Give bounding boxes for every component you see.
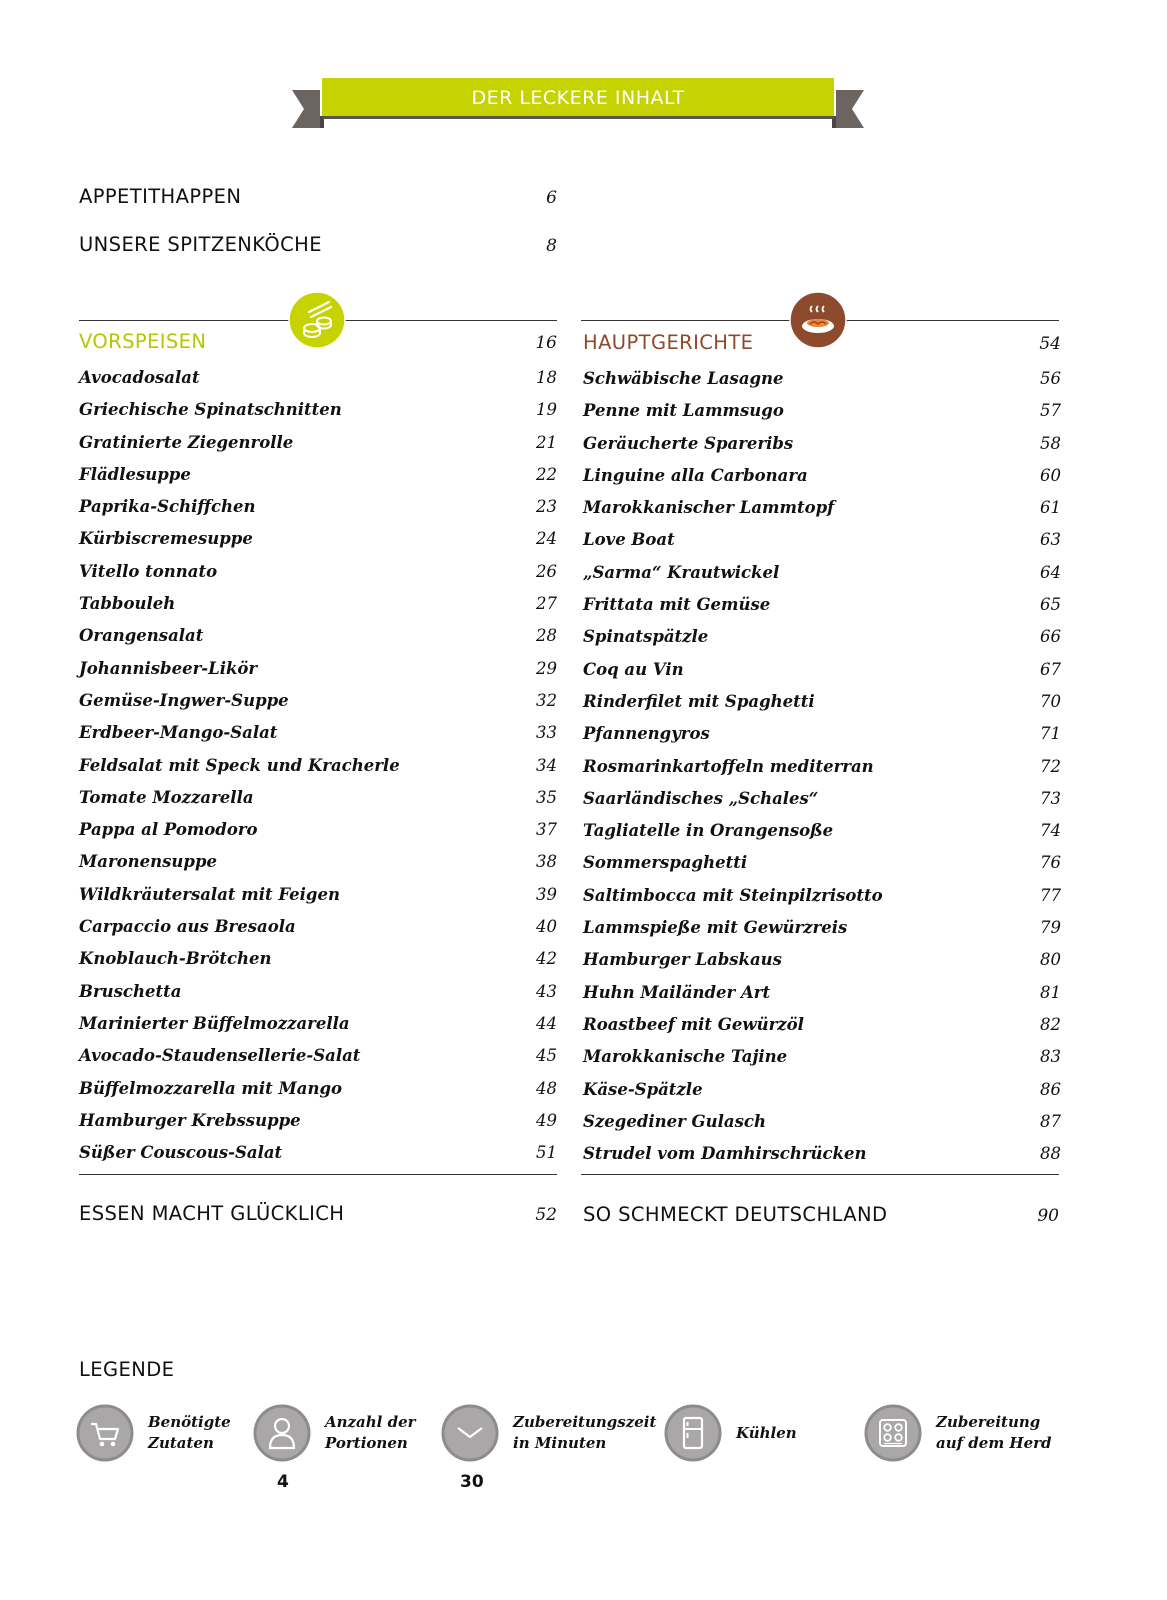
dish-name: Rinderfilet mit Spaghetti [583, 691, 815, 711]
toc-dish-entry[interactable] [583, 751, 1061, 783]
dish-name: Coq au Vin [583, 659, 684, 679]
dish-page: 61 [1040, 498, 1061, 518]
toc-dish-entry[interactable] [79, 782, 557, 814]
toc-dish-entry[interactable] [583, 524, 1061, 556]
toc-dish-entry[interactable] [583, 1009, 1061, 1041]
toc-dish-entry[interactable] [79, 1008, 557, 1040]
dish-page: 27 [536, 594, 557, 614]
dish-page: 45 [536, 1046, 557, 1066]
dish-page: 82 [1040, 1014, 1061, 1034]
dish-name: Saarländisches „Schales“ [583, 788, 819, 808]
dish-page: 19 [536, 400, 557, 420]
toc-dish-entry[interactable] [583, 621, 1061, 653]
legend-item-kuehlen [664, 1404, 797, 1462]
toc-dish-entry[interactable] [79, 814, 557, 846]
toc-dish-entry[interactable] [583, 428, 1061, 460]
dish-page: 42 [536, 949, 557, 969]
dish-name: Griechische Spinatschnitten [79, 400, 342, 420]
dish-page: 23 [536, 497, 557, 517]
toc-dish-entry[interactable] [79, 523, 557, 555]
toc-entry-appetithappen[interactable] [79, 185, 557, 208]
toc-entry-so-schmeckt-deutschland[interactable] [583, 1203, 1059, 1226]
legend-label: Benötigte Zutaten [148, 1413, 231, 1452]
dish-name: Carpaccio aus Bresaola [79, 917, 296, 937]
dish-page: 73 [1040, 788, 1061, 808]
dish-page: 22 [536, 464, 557, 484]
toc-dish-entry[interactable] [583, 912, 1061, 944]
toc-dish-entry[interactable] [79, 943, 557, 975]
dish-page: 29 [536, 658, 557, 678]
dish-name: Schwäbische Lasagne [583, 369, 784, 388]
legend-label: Kühlen [736, 1423, 797, 1442]
toc-dish-entry[interactable] [583, 1106, 1061, 1138]
dish-page: 67 [1040, 659, 1061, 679]
dish-page: 74 [1040, 821, 1061, 841]
toc-dish-entry[interactable] [583, 589, 1061, 621]
legend-label: Zubereitung auf dem Herd [936, 1413, 1052, 1452]
dish-name: Hamburger Krebssuppe [79, 1110, 301, 1130]
legend-value-zubereitungszeit: 30 [460, 1472, 484, 1492]
toc-dish-entry[interactable] [583, 395, 1061, 427]
section-vorspeisen [79, 330, 557, 1169]
dish-name: Tomate Mozzarella [79, 787, 254, 807]
dish-page: 26 [536, 561, 557, 581]
dish-name: Wildkräutersalat mit Feigen [79, 884, 340, 904]
dish-name: Saltimbocca mit Steinpilzrisotto [583, 885, 883, 905]
toc-entry-essen-macht-gluecklich[interactable] [79, 1202, 557, 1225]
section-hauptgerichte [583, 331, 1061, 1170]
dish-name: Paprika-Schiffchen [79, 497, 256, 517]
dish-page: 40 [536, 917, 557, 937]
toc-dish-entry[interactable] [583, 363, 1061, 395]
section-title: VORSPEISEN [79, 330, 207, 353]
toc-dish-entry[interactable] [583, 880, 1061, 912]
toc-dish-entry[interactable] [583, 1138, 1061, 1170]
stove-icon [864, 1404, 922, 1462]
toc-entry-label: ESSEN MACHT GLÜCKLICH [79, 1202, 345, 1225]
dish-name: Tagliatelle in Orangensoße [583, 821, 834, 841]
dish-page: 35 [536, 787, 557, 807]
dish-page: 80 [1040, 950, 1061, 970]
toc-dish-entry[interactable] [79, 653, 557, 685]
toc-dish-entry[interactable] [79, 717, 557, 749]
toc-dish-entry[interactable] [583, 1041, 1061, 1073]
dish-page: 33 [536, 723, 557, 743]
toc-entry-page: 6 [546, 188, 557, 208]
dish-name: Rosmarinkartoffeln mediterran [583, 756, 874, 776]
dish-name: Pappa al Pomodoro [79, 820, 258, 840]
divider [581, 1174, 1059, 1175]
dish-name: Hamburger Labskaus [583, 950, 782, 970]
dish-page: 56 [1040, 369, 1061, 388]
toc-dish-entry[interactable] [79, 911, 557, 943]
toc-dish-entry[interactable] [583, 944, 1061, 976]
toc-dish-entry[interactable] [583, 654, 1061, 686]
dish-name: Strudel vom Damhirschrücken [583, 1144, 867, 1164]
toc-entry-spitzenkoeche[interactable] [79, 233, 557, 256]
dish-page: 79 [1040, 918, 1061, 938]
dish-name: Knoblauch-Brötchen [79, 949, 272, 969]
toc-dish-entry[interactable] [79, 588, 557, 620]
toc-entry-page: 8 [546, 236, 557, 256]
dish-name: Süßer Couscous-Salat [79, 1143, 283, 1163]
dish-name: Frittata mit Gemüse [583, 595, 771, 615]
dish-page: 28 [536, 626, 557, 646]
dish-page: 65 [1040, 595, 1061, 615]
dish-list [583, 363, 1061, 1170]
section-page: 16 [535, 333, 557, 353]
title-banner [290, 78, 866, 134]
dish-name: Avocado-Staudensellerie-Salat [79, 1046, 361, 1066]
dish-name: Geräucherte Spareribs [583, 433, 794, 453]
dish-name: Linguine alla Carbonara [583, 465, 808, 485]
toc-dish-entry[interactable] [79, 879, 557, 911]
toc-dish-entry[interactable] [79, 1105, 557, 1137]
legend-value-portionen: 4 [277, 1472, 289, 1492]
legend-item-portionen [253, 1404, 416, 1462]
toc-dish-entry[interactable] [79, 362, 557, 394]
toc-dish-entry[interactable] [583, 557, 1061, 589]
legend-item-herd [864, 1404, 1052, 1462]
dish-name: Marokkanische Tajine [583, 1047, 788, 1067]
dish-name: Orangensalat [79, 626, 204, 646]
toc-dish-entry[interactable] [79, 1137, 557, 1169]
toc-dish-entry[interactable] [583, 847, 1061, 879]
toc-entry-label: UNSERE SPITZENKÖCHE [79, 233, 322, 256]
toc-dish-entry[interactable] [79, 620, 557, 652]
toc-dish-entry[interactable] [79, 491, 557, 523]
toc-dish-entry[interactable] [79, 556, 557, 588]
toc-dish-entry[interactable] [583, 977, 1061, 1009]
dish-page: 48 [536, 1078, 557, 1098]
dish-page: 60 [1040, 465, 1061, 485]
section-page: 54 [1039, 334, 1061, 354]
toc-dish-entry[interactable] [79, 427, 557, 459]
dish-page: 32 [536, 690, 557, 710]
dish-name: Tabbouleh [79, 594, 176, 614]
toc-dish-entry[interactable] [79, 976, 557, 1008]
toc-dish-entry[interactable] [79, 750, 557, 782]
dish-name: Bruschetta [79, 981, 182, 1001]
person-icon [253, 1404, 311, 1462]
dish-name: Erdbeer-Mango-Salat [79, 723, 278, 743]
dish-name: Roastbeef mit Gewürzöl [583, 1014, 804, 1034]
section-header[interactable] [583, 331, 1061, 363]
dish-name: Sommerspaghetti [583, 853, 748, 873]
toc-dish-entry[interactable] [79, 1073, 557, 1105]
banner-title: DER LECKERE INHALT [471, 87, 685, 109]
dish-name: Love Boat [583, 530, 675, 550]
dish-page: 37 [536, 820, 557, 840]
dish-page: 83 [1040, 1047, 1061, 1067]
toc-dish-entry[interactable] [583, 686, 1061, 718]
dish-name: Gratinierte Ziegenrolle [79, 432, 294, 452]
toc-dish-entry[interactable] [583, 460, 1061, 492]
dish-name: Avocadosalat [79, 368, 200, 387]
shopping-cart-icon [76, 1404, 134, 1462]
dish-page: 81 [1040, 982, 1061, 1002]
dish-page: 72 [1040, 756, 1061, 776]
toc-entry-page: 52 [535, 1205, 557, 1225]
dish-name: Szegediner Gulasch [583, 1111, 766, 1131]
legend-label: Anzahl der Portionen [325, 1413, 416, 1452]
legend-label: Zubereitungszeit in Minuten [513, 1413, 657, 1452]
dish-name: Büffelmozzarella mit Mango [79, 1078, 343, 1098]
dish-page: 21 [536, 432, 557, 452]
toc-entry-label: APPETITHAPPEN [79, 185, 242, 208]
fridge-icon [664, 1404, 722, 1462]
dish-page: 64 [1040, 562, 1061, 582]
legend-item-zutaten [76, 1404, 231, 1462]
dish-name: Pfannengyros [583, 724, 710, 744]
dish-page: 43 [536, 981, 557, 1001]
toc-dish-entry[interactable] [79, 685, 557, 717]
dish-page: 34 [536, 755, 557, 775]
dish-name: Gemüse-Ingwer-Suppe [79, 690, 289, 710]
dish-page: 38 [536, 852, 557, 872]
dish-name: Marinierter Büffelmozzarella [79, 1013, 350, 1033]
dish-page: 77 [1040, 885, 1061, 905]
dish-page: 57 [1040, 401, 1061, 421]
dish-page: 87 [1040, 1111, 1061, 1131]
legend-item-zubereitungszeit [441, 1404, 656, 1462]
toc-dish-entry[interactable] [583, 492, 1061, 524]
dish-page: 76 [1040, 853, 1061, 873]
toc-dish-entry[interactable] [583, 783, 1061, 815]
dish-page: 88 [1040, 1144, 1061, 1164]
dish-page: 66 [1040, 627, 1061, 647]
toc-dish-entry[interactable] [583, 1074, 1061, 1106]
toc-entry-page: 90 [1037, 1206, 1059, 1226]
dish-name: Kürbiscremesuppe [79, 529, 253, 549]
toc-dish-entry[interactable] [79, 1040, 557, 1072]
dish-page: 86 [1040, 1079, 1061, 1099]
divider [79, 1174, 557, 1175]
section-title: HAUPTGERICHTE [583, 331, 754, 354]
dish-page: 70 [1040, 691, 1061, 711]
dish-name: Penne mit Lammsugo [583, 401, 784, 421]
dish-page: 51 [536, 1143, 557, 1163]
dish-name: Lammspieße mit Gewürzreis [583, 918, 848, 938]
toc-dish-entry[interactable] [79, 394, 557, 426]
dish-page: 49 [536, 1110, 557, 1130]
dish-page: 71 [1040, 724, 1061, 744]
dish-name: Flädlesuppe [79, 464, 191, 484]
toc-dish-entry[interactable] [583, 815, 1061, 847]
dish-name: Spinatspätzle [583, 627, 709, 647]
dish-page: 58 [1040, 433, 1061, 453]
dish-page: 18 [536, 368, 557, 387]
clock-icon [441, 1404, 499, 1462]
dish-name: Vitello tonnato [79, 561, 218, 581]
dish-name: Huhn Mailänder Art [583, 982, 771, 1002]
dish-name: Marokkanischer Lammtopf [583, 498, 835, 518]
dish-name: Käse-Spätzle [583, 1079, 703, 1099]
dish-name: Maronensuppe [79, 852, 218, 872]
dish-name: „Sarma“ Krautwickel [583, 562, 780, 582]
dish-page: 39 [536, 884, 557, 904]
section-header[interactable] [79, 330, 557, 362]
dish-name: Feldsalat mit Speck und Kracherle [79, 755, 400, 775]
dish-list [79, 362, 557, 1169]
toc-dish-entry[interactable] [79, 459, 557, 491]
toc-entry-label: SO SCHMECKT DEUTSCHLAND [583, 1203, 888, 1226]
dish-page: 44 [536, 1013, 557, 1033]
dish-name: Johannisbeer-Likör [79, 658, 258, 678]
dish-page: 63 [1040, 530, 1061, 550]
legend-title: LEGENDE [79, 1358, 175, 1381]
dish-page: 24 [536, 529, 557, 549]
toc-dish-entry[interactable] [583, 718, 1061, 750]
toc-dish-entry[interactable] [79, 846, 557, 878]
